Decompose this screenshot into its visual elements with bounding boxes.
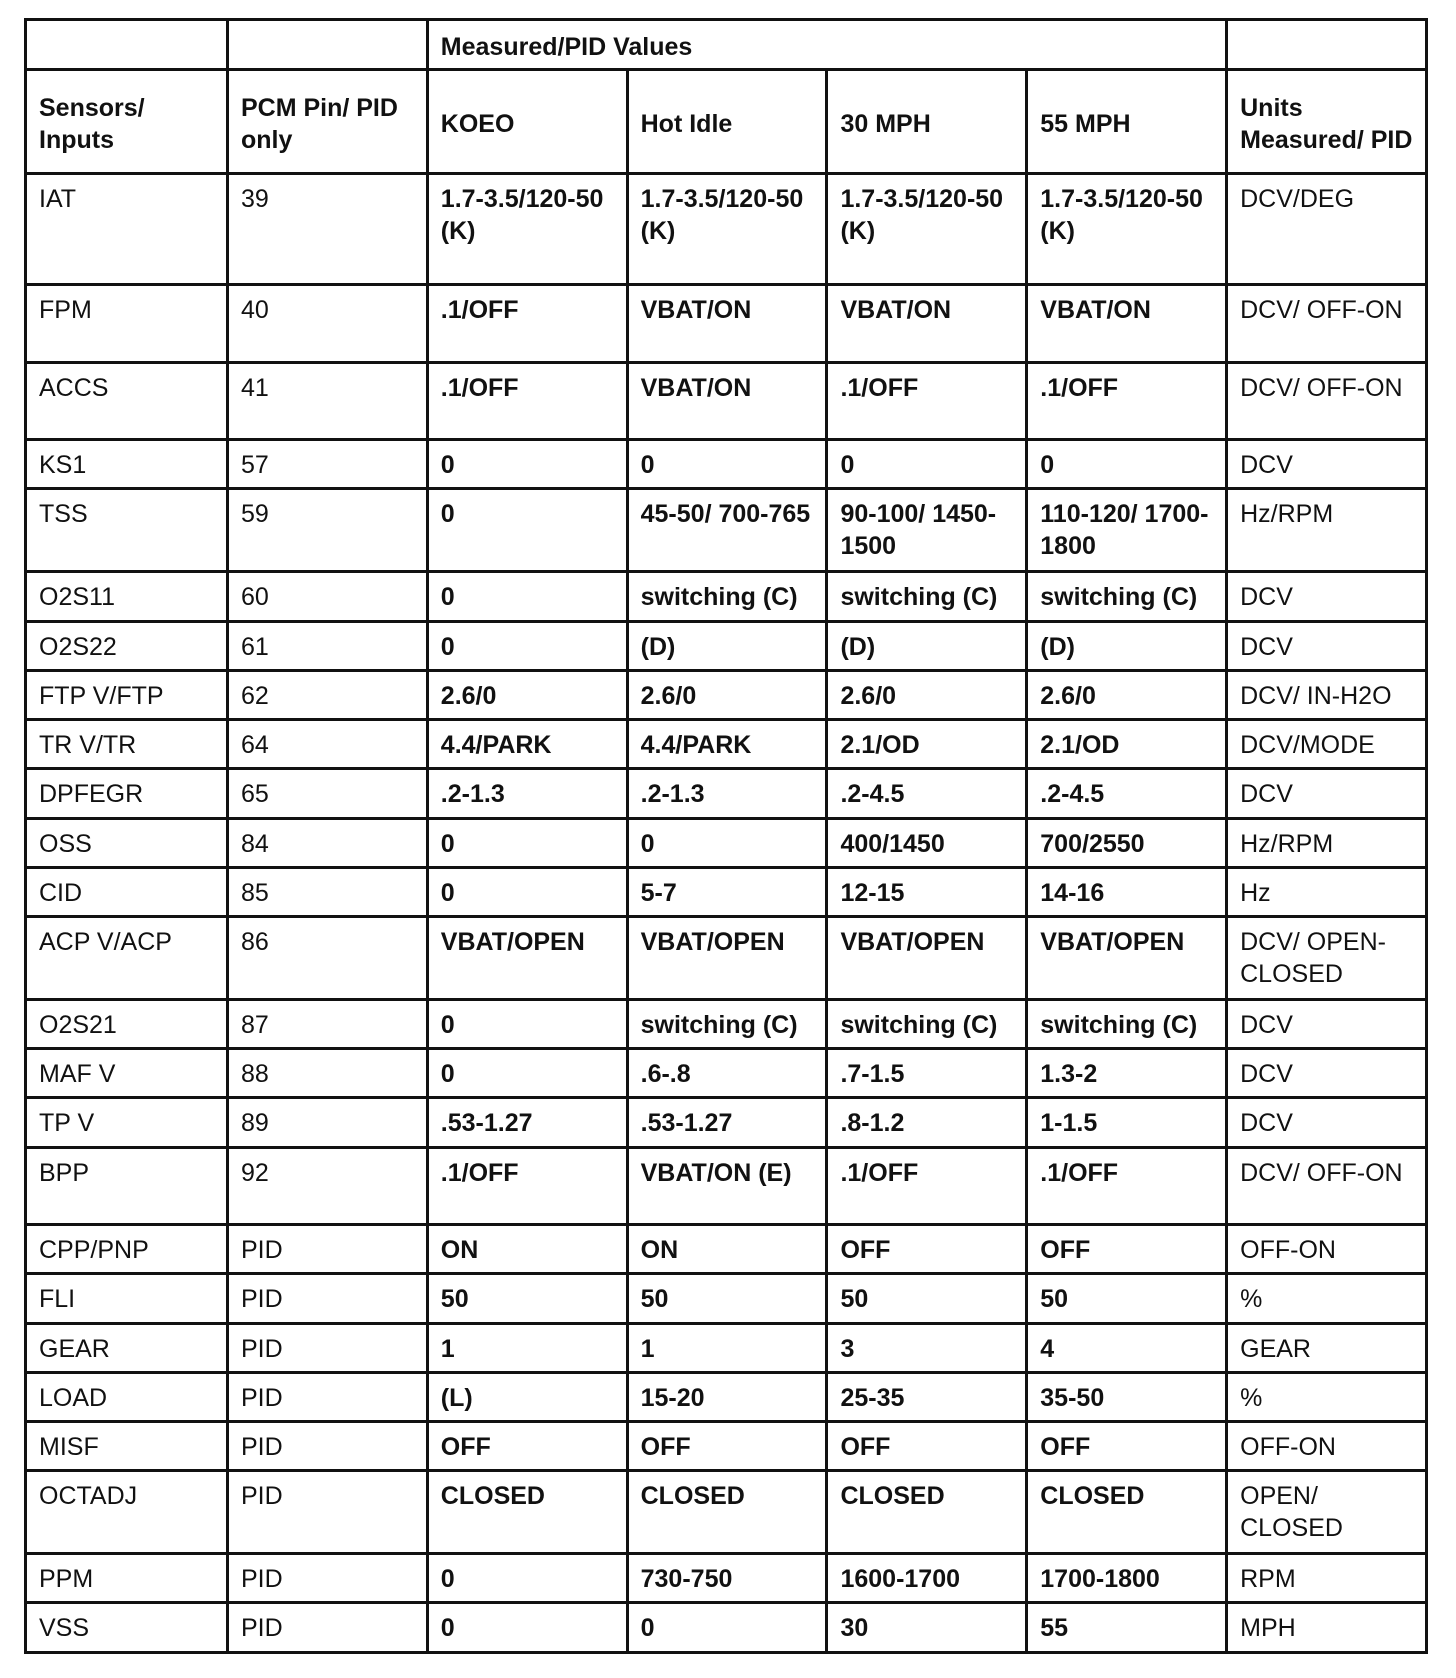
cell-sensor: KS1 [26, 440, 228, 489]
cell-pcm-pin: 40 [227, 285, 427, 363]
cell-pcm-pin: PID [227, 1554, 427, 1603]
cell-sensor: ACP V/ACP [26, 917, 228, 1000]
cell-units: DCV/ OFF-ON [1227, 1147, 1427, 1225]
cell-koeo: 1.7-3.5/120-50 (K) [427, 174, 627, 285]
cell-hot-idle: 0 [627, 818, 827, 867]
table-row [26, 489, 1427, 572]
cell-hot-idle: switching (C) [627, 572, 827, 621]
column-header-sensors: Sensors/ Inputs [26, 70, 228, 174]
cell-pcm-pin: PID [227, 1603, 427, 1653]
table-row [26, 1147, 1427, 1225]
cell-55-mph: OFF [1027, 1225, 1227, 1274]
cell-hot-idle: 0 [627, 440, 827, 489]
cell-koeo: 0 [427, 1554, 627, 1603]
cell-pcm-pin: 85 [227, 867, 427, 916]
cell-units: DCV/ OFF-ON [1227, 285, 1427, 363]
cell-sensor: O2S21 [26, 999, 228, 1048]
table-row [26, 362, 1427, 440]
cell-30-mph: 2.1/OD [827, 720, 1027, 769]
cell-30-mph: .1/OFF [827, 1147, 1027, 1225]
cell-hot-idle: 15-20 [627, 1372, 827, 1421]
cell-koeo: .1/OFF [427, 1147, 627, 1225]
table-row [26, 818, 1427, 867]
table-row [26, 174, 1427, 285]
cell-55-mph: switching (C) [1027, 572, 1227, 621]
cell-sensor: CPP/PNP [26, 1225, 228, 1274]
cell-units: OFF-ON [1227, 1225, 1427, 1274]
cell-hot-idle: VBAT/ON [627, 285, 827, 363]
cell-units: Hz/RPM [1227, 818, 1427, 867]
cell-sensor: O2S22 [26, 621, 228, 670]
cell-hot-idle: OFF [627, 1422, 827, 1471]
cell-pcm-pin: 65 [227, 769, 427, 818]
cell-55-mph: 1-1.5 [1027, 1098, 1227, 1147]
cell-hot-idle: CLOSED [627, 1471, 827, 1554]
cell-30-mph: 2.6/0 [827, 670, 1027, 719]
cell-55-mph: 110-120/ 1700-1800 [1027, 489, 1227, 572]
cell-30-mph: 1.7-3.5/120-50 (K) [827, 174, 1027, 285]
cell-hot-idle: 0 [627, 1603, 827, 1653]
cell-koeo: 0 [427, 489, 627, 572]
cell-pcm-pin: 84 [227, 818, 427, 867]
cell-koeo: 0 [427, 1603, 627, 1653]
table-row [26, 670, 1427, 719]
cell-sensor: DPFEGR [26, 769, 228, 818]
table-row [26, 1274, 1427, 1323]
cell-pcm-pin: PID [227, 1323, 427, 1372]
cell-koeo: ON [427, 1225, 627, 1274]
cell-pcm-pin: 88 [227, 1049, 427, 1098]
cell-30-mph: OFF [827, 1422, 1027, 1471]
cell-units: Hz/RPM [1227, 489, 1427, 572]
cell-55-mph: 35-50 [1027, 1372, 1227, 1421]
empty-header-cell [26, 20, 228, 70]
cell-koeo: 0 [427, 621, 627, 670]
cell-30-mph: 3 [827, 1323, 1027, 1372]
cell-55-mph: (D) [1027, 621, 1227, 670]
cell-units: DCV [1227, 572, 1427, 621]
table-row [26, 440, 1427, 489]
cell-pcm-pin: 89 [227, 1098, 427, 1147]
column-header-units: Units Measured/ PID [1227, 70, 1427, 174]
cell-55-mph: .1/OFF [1027, 362, 1227, 440]
table-row [26, 621, 1427, 670]
cell-koeo: .1/OFF [427, 285, 627, 363]
cell-30-mph: VBAT/ON [827, 285, 1027, 363]
cell-sensor: OSS [26, 818, 228, 867]
cell-hot-idle: 2.6/0 [627, 670, 827, 719]
cell-sensor: O2S11 [26, 572, 228, 621]
cell-55-mph: .1/OFF [1027, 1147, 1227, 1225]
cell-sensor: FTP V/FTP [26, 670, 228, 719]
cell-units: DCV [1227, 1049, 1427, 1098]
cell-sensor: BPP [26, 1147, 228, 1225]
cell-pcm-pin: 61 [227, 621, 427, 670]
cell-koeo: 0 [427, 572, 627, 621]
cell-30-mph: 12-15 [827, 867, 1027, 916]
cell-pcm-pin: 87 [227, 999, 427, 1048]
cell-koeo: OFF [427, 1422, 627, 1471]
cell-sensor: TSS [26, 489, 228, 572]
cell-units: DCV/DEG [1227, 174, 1427, 285]
cell-pcm-pin: 62 [227, 670, 427, 719]
table-row [26, 1098, 1427, 1147]
cell-55-mph: VBAT/OPEN [1027, 917, 1227, 1000]
cell-hot-idle: 1 [627, 1323, 827, 1372]
cell-30-mph: 0 [827, 440, 1027, 489]
column-header-koeo: KOEO [427, 70, 627, 174]
cell-55-mph: 4 [1027, 1323, 1227, 1372]
table-row [26, 769, 1427, 818]
table-row [26, 572, 1427, 621]
column-header-hot-idle: Hot Idle [627, 70, 827, 174]
cell-hot-idle: switching (C) [627, 999, 827, 1048]
cell-hot-idle: VBAT/ON [627, 362, 827, 440]
table-row [26, 1323, 1427, 1372]
cell-30-mph: switching (C) [827, 999, 1027, 1048]
cell-hot-idle: 730-750 [627, 1554, 827, 1603]
cell-30-mph: 25-35 [827, 1372, 1027, 1421]
table-row [26, 720, 1427, 769]
table-row [26, 917, 1427, 1000]
cell-koeo: 0 [427, 818, 627, 867]
cell-units: DCV [1227, 769, 1427, 818]
cell-sensor: PPM [26, 1554, 228, 1603]
cell-sensor: TP V [26, 1098, 228, 1147]
cell-sensor: CID [26, 867, 228, 916]
cell-units: DCV [1227, 999, 1427, 1048]
cell-units: DCV [1227, 621, 1427, 670]
cell-pcm-pin: 57 [227, 440, 427, 489]
cell-koeo: 1 [427, 1323, 627, 1372]
cell-hot-idle: .6-.8 [627, 1049, 827, 1098]
cell-30-mph: 1600-1700 [827, 1554, 1027, 1603]
cell-pcm-pin: 92 [227, 1147, 427, 1225]
cell-units: DCV/MODE [1227, 720, 1427, 769]
cell-sensor: IAT [26, 174, 228, 285]
cell-units: DCV/ OPEN-CLOSED [1227, 917, 1427, 1000]
measured-values-group-header: Measured/PID Values [427, 20, 1226, 70]
cell-sensor: FPM [26, 285, 228, 363]
column-header-pcm-pin: PCM Pin/ PID only [227, 70, 427, 174]
cell-hot-idle: ON [627, 1225, 827, 1274]
cell-55-mph: 1.7-3.5/120-50 (K) [1027, 174, 1227, 285]
cell-koeo: 0 [427, 999, 627, 1048]
column-header-row [26, 70, 1427, 174]
cell-55-mph: 2.6/0 [1027, 670, 1227, 719]
cell-units: % [1227, 1372, 1427, 1421]
cell-30-mph: switching (C) [827, 572, 1027, 621]
cell-sensor: TR V/TR [26, 720, 228, 769]
table-row [26, 1422, 1427, 1471]
table-row [26, 999, 1427, 1048]
cell-units: Hz [1227, 867, 1427, 916]
cell-sensor: OCTADJ [26, 1471, 228, 1554]
cell-koeo: 0 [427, 1049, 627, 1098]
cell-30-mph: (D) [827, 621, 1027, 670]
cell-units: RPM [1227, 1554, 1427, 1603]
cell-koeo: 0 [427, 440, 627, 489]
cell-sensor: MISF [26, 1422, 228, 1471]
cell-30-mph: CLOSED [827, 1471, 1027, 1554]
column-header-55-mph: 55 MPH [1027, 70, 1227, 174]
cell-30-mph: .1/OFF [827, 362, 1027, 440]
cell-55-mph: VBAT/ON [1027, 285, 1227, 363]
cell-hot-idle: 4.4/PARK [627, 720, 827, 769]
cell-koeo: .1/OFF [427, 362, 627, 440]
cell-55-mph: CLOSED [1027, 1471, 1227, 1554]
cell-koeo: .53-1.27 [427, 1098, 627, 1147]
cell-55-mph: 2.1/OD [1027, 720, 1227, 769]
cell-hot-idle: .2-1.3 [627, 769, 827, 818]
cell-units: MPH [1227, 1603, 1427, 1653]
cell-units: OFF-ON [1227, 1422, 1427, 1471]
cell-koeo: 50 [427, 1274, 627, 1323]
cell-units: OPEN/ CLOSED [1227, 1471, 1427, 1554]
cell-units: DCV/ IN-H2O [1227, 670, 1427, 719]
cell-hot-idle: (D) [627, 621, 827, 670]
cell-55-mph: switching (C) [1027, 999, 1227, 1048]
table-row [26, 1554, 1427, 1603]
cell-55-mph: 700/2550 [1027, 818, 1227, 867]
cell-30-mph: OFF [827, 1225, 1027, 1274]
cell-pcm-pin: 39 [227, 174, 427, 285]
cell-hot-idle: 45-50/ 700-765 [627, 489, 827, 572]
cell-units: GEAR [1227, 1323, 1427, 1372]
cell-55-mph: 14-16 [1027, 867, 1227, 916]
cell-pcm-pin: PID [227, 1274, 427, 1323]
cell-sensor: GEAR [26, 1323, 228, 1372]
cell-55-mph: .2-4.5 [1027, 769, 1227, 818]
empty-header-cell [1227, 20, 1427, 70]
cell-55-mph: 1700-1800 [1027, 1554, 1227, 1603]
cell-pcm-pin: 86 [227, 917, 427, 1000]
cell-30-mph: .2-4.5 [827, 769, 1027, 818]
cell-sensor: LOAD [26, 1372, 228, 1421]
table-row [26, 1225, 1427, 1274]
cell-hot-idle: VBAT/ON (E) [627, 1147, 827, 1225]
cell-koeo: (L) [427, 1372, 627, 1421]
cell-pcm-pin: PID [227, 1225, 427, 1274]
cell-sensor: VSS [26, 1603, 228, 1653]
cell-koeo: CLOSED [427, 1471, 627, 1554]
cell-pcm-pin: 41 [227, 362, 427, 440]
cell-30-mph: VBAT/OPEN [827, 917, 1027, 1000]
cell-pcm-pin: PID [227, 1471, 427, 1554]
cell-30-mph: .7-1.5 [827, 1049, 1027, 1098]
cell-koeo: VBAT/OPEN [427, 917, 627, 1000]
cell-units: DCV [1227, 440, 1427, 489]
cell-pcm-pin: 64 [227, 720, 427, 769]
pid-values-table [24, 18, 1428, 1654]
cell-pcm-pin: 59 [227, 489, 427, 572]
cell-sensor: MAF V [26, 1049, 228, 1098]
cell-koeo: 4.4/PARK [427, 720, 627, 769]
cell-30-mph: 30 [827, 1603, 1027, 1653]
table-row [26, 1372, 1427, 1421]
cell-30-mph: 90-100/ 1450-1500 [827, 489, 1027, 572]
cell-pcm-pin: PID [227, 1372, 427, 1421]
cell-55-mph: 55 [1027, 1603, 1227, 1653]
table-row [26, 1603, 1427, 1653]
cell-30-mph: 50 [827, 1274, 1027, 1323]
cell-hot-idle: VBAT/OPEN [627, 917, 827, 1000]
cell-hot-idle: 1.7-3.5/120-50 (K) [627, 174, 827, 285]
cell-sensor: ACCS [26, 362, 228, 440]
cell-55-mph: 0 [1027, 440, 1227, 489]
cell-55-mph: OFF [1027, 1422, 1227, 1471]
cell-30-mph: 400/1450 [827, 818, 1027, 867]
column-header-30-mph: 30 MPH [827, 70, 1027, 174]
cell-sensor: FLI [26, 1274, 228, 1323]
cell-koeo: 0 [427, 867, 627, 916]
cell-55-mph: 50 [1027, 1274, 1227, 1323]
table-body [26, 174, 1427, 1653]
group-header-row [26, 20, 1427, 70]
cell-hot-idle: 5-7 [627, 867, 827, 916]
cell-pcm-pin: PID [227, 1422, 427, 1471]
cell-units: % [1227, 1274, 1427, 1323]
cell-koeo: 2.6/0 [427, 670, 627, 719]
cell-units: DCV/ OFF-ON [1227, 362, 1427, 440]
empty-header-cell [227, 20, 427, 70]
cell-hot-idle: 50 [627, 1274, 827, 1323]
table-row [26, 1471, 1427, 1554]
table-row [26, 1049, 1427, 1098]
cell-koeo: .2-1.3 [427, 769, 627, 818]
cell-hot-idle: .53-1.27 [627, 1098, 827, 1147]
table-row [26, 285, 1427, 363]
cell-pcm-pin: 60 [227, 572, 427, 621]
cell-30-mph: .8-1.2 [827, 1098, 1027, 1147]
cell-55-mph: 1.3-2 [1027, 1049, 1227, 1098]
cell-units: DCV [1227, 1098, 1427, 1147]
table-row [26, 867, 1427, 916]
